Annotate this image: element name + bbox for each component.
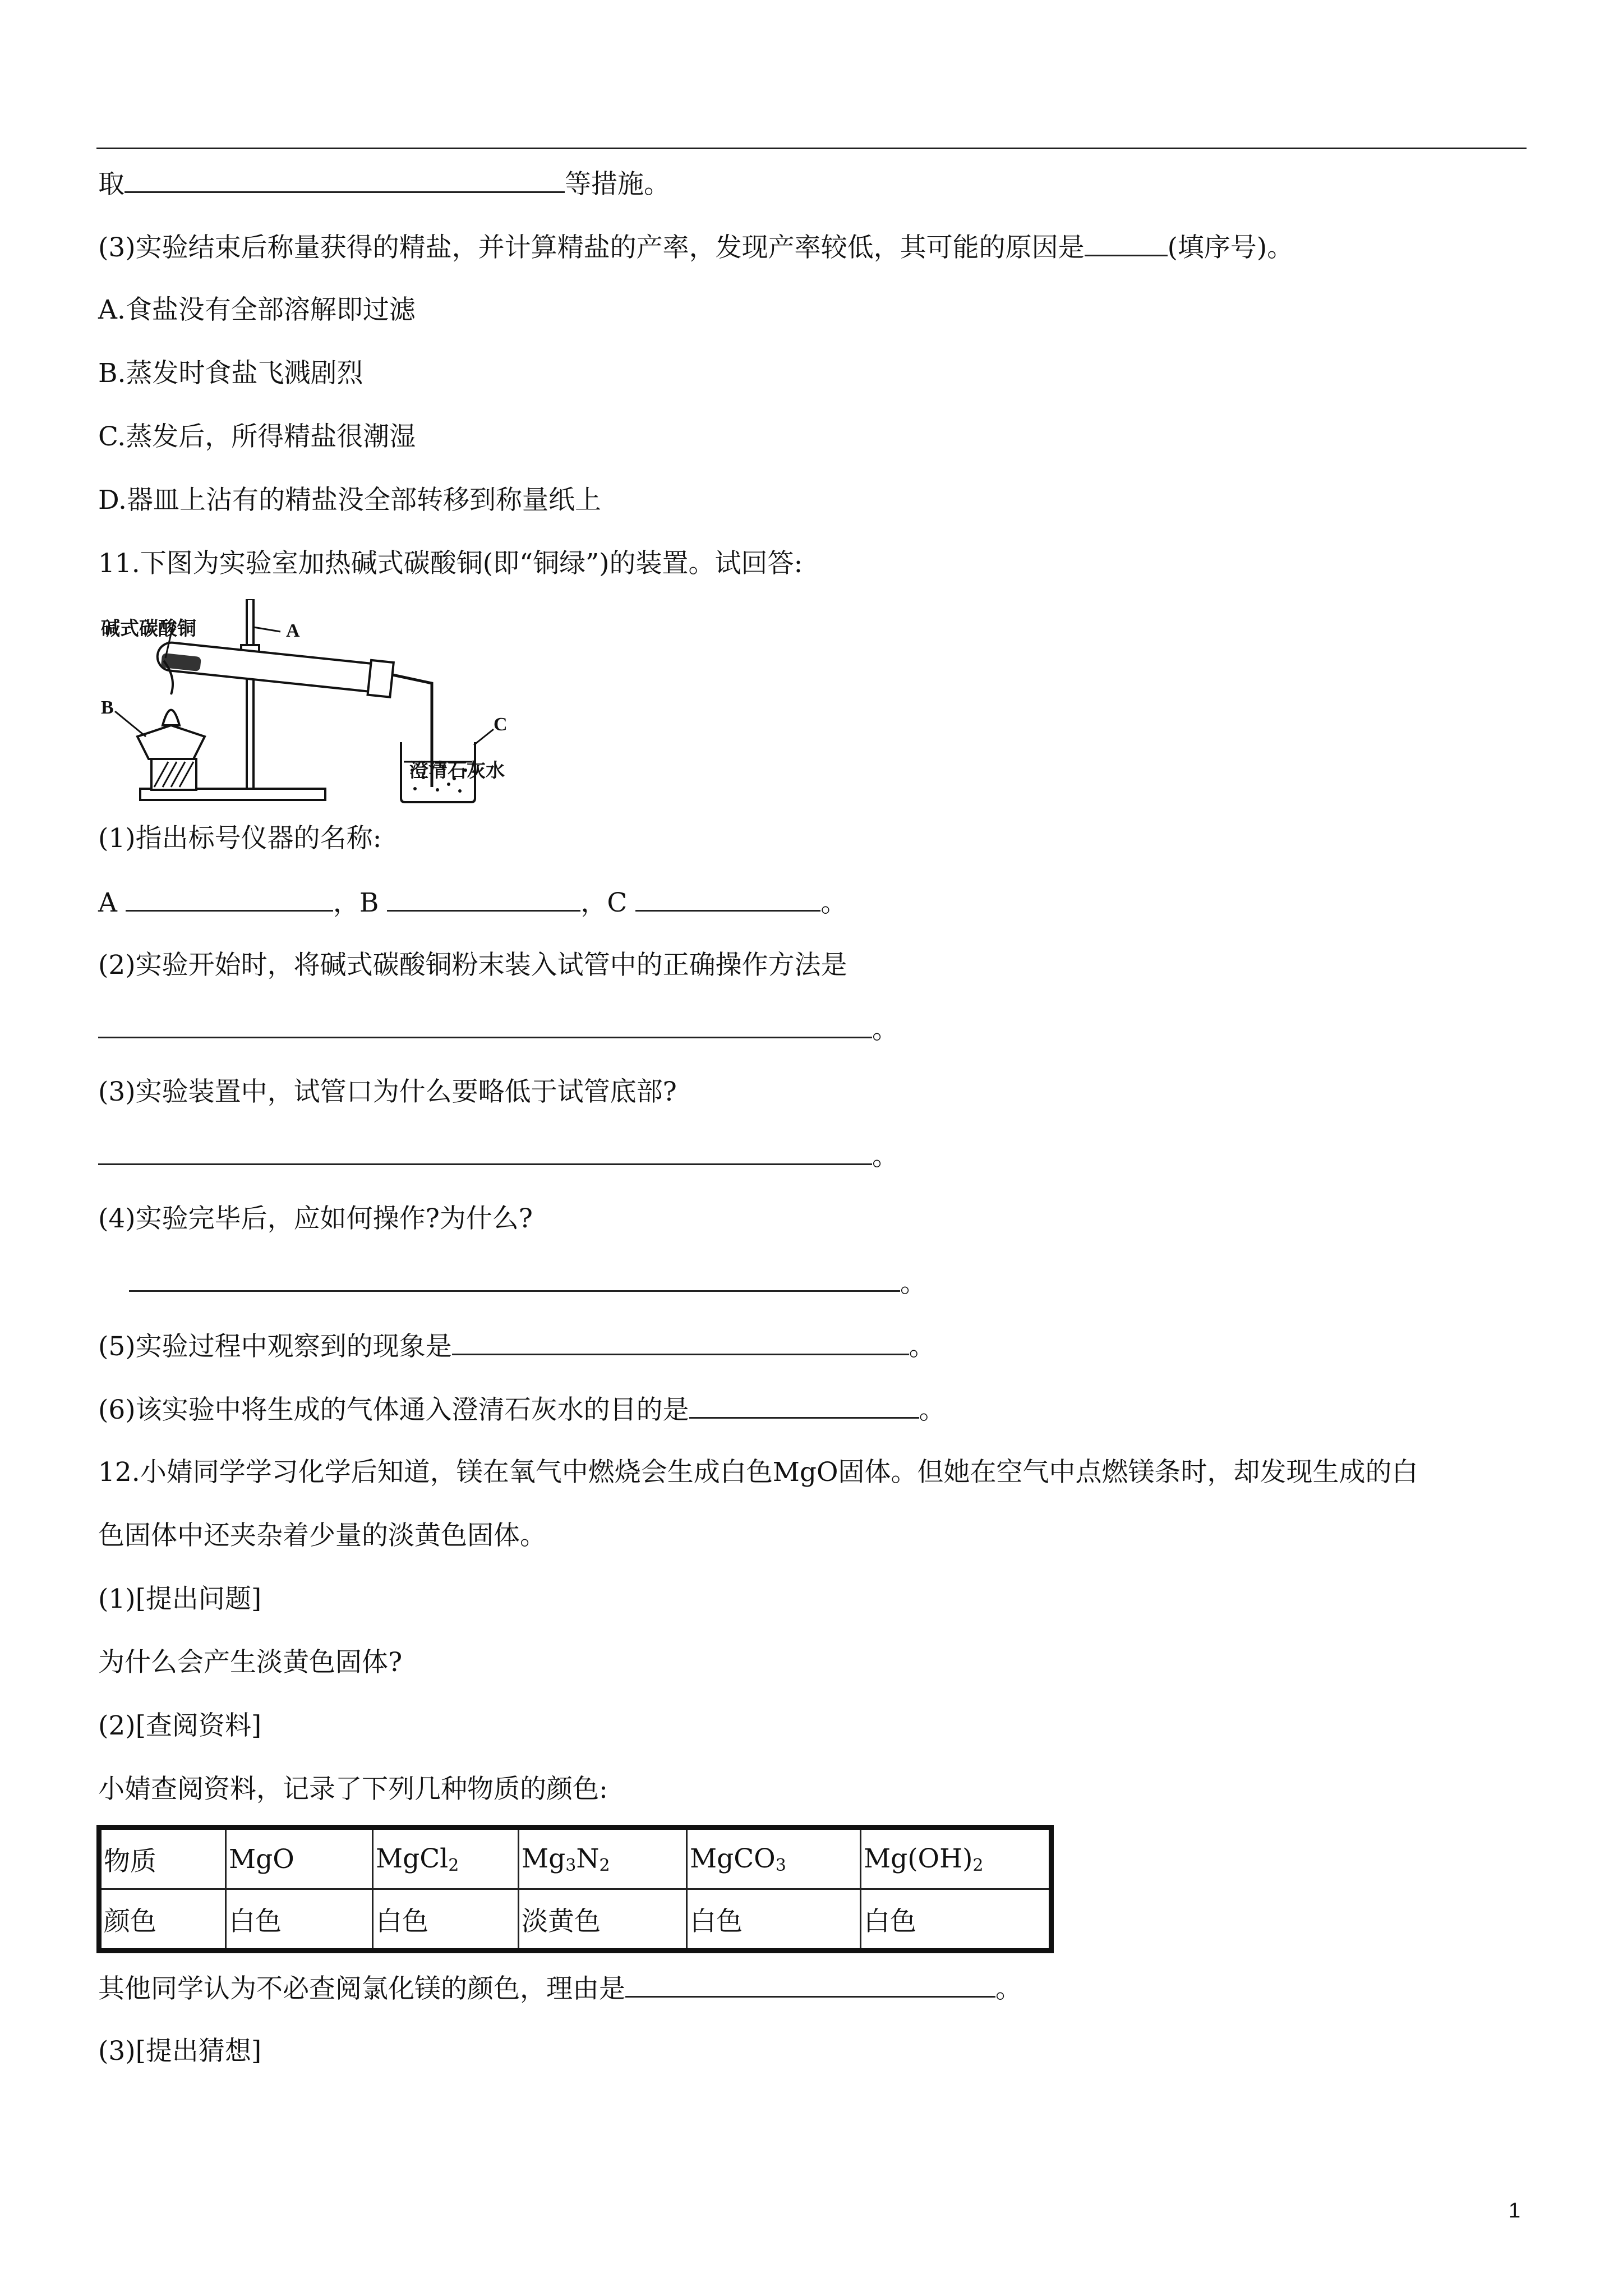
q12-sub3: (3)[提出猜想] — [98, 2036, 262, 2067]
stand-rod — [247, 599, 253, 789]
formula-subscript: 2 — [599, 1855, 610, 1875]
table-cell — [519, 1828, 687, 1889]
formula-subscript: 2 — [448, 1855, 459, 1875]
header-rule — [96, 148, 1527, 149]
option-c: C.蒸发后，所得精盐很潮湿 — [98, 421, 416, 452]
table-cell: 白色 — [687, 1889, 861, 1951]
answer-blank[interactable] — [452, 1329, 909, 1355]
q10-sub3-text: (3)实验结束后称量获得的精盐，并计算精盐的产率，发现产率较低，其可能的原因是 — [98, 232, 1085, 263]
label-limewater: 澄清石灰水 — [409, 760, 505, 782]
table-cell — [687, 1828, 861, 1889]
table-cell: 物质 — [99, 1828, 226, 1889]
answer-blank-a[interactable] — [126, 885, 333, 912]
table-cell — [861, 1828, 1052, 1889]
formula: Mg — [522, 1843, 566, 1874]
answer-blank[interactable] — [689, 1392, 919, 1419]
table-cell — [373, 1828, 519, 1889]
blank-label-c: ，C — [580, 887, 628, 918]
q11-sub5 — [98, 1329, 935, 1363]
period: 。 — [900, 1268, 926, 1299]
table-cell: 白色 — [861, 1889, 1052, 1951]
q12-stem-line2: 色固体中还夹杂着少量的淡黄色固体。 — [98, 1520, 546, 1551]
blank-label-a: A — [98, 887, 117, 918]
q12-sub2: (2)[查阅资料] — [98, 1710, 262, 1741]
lamp-block — [151, 759, 196, 790]
q11-sub1: (1)指出标号仪器的名称: — [98, 823, 382, 854]
blank-end: 。 — [820, 887, 847, 918]
q11-sub6-text: (6)该实验中将生成的气体通入澄清石灰水的目的是 — [98, 1395, 689, 1425]
period: 。 — [872, 1014, 898, 1045]
color-table — [96, 1825, 1054, 1953]
continuation-line — [98, 167, 670, 200]
blank-label-b: ，B — [333, 887, 379, 918]
label-basic-copper-carbonate: 碱式碳酸铜 — [101, 618, 196, 640]
answer-blank[interactable] — [98, 1012, 872, 1038]
option-b: B.蒸发时食盐飞溅剧烈 — [98, 358, 363, 389]
lamp-flame — [163, 710, 179, 726]
q11-sub4: (4)实验完毕后，应如何操作?为什么? — [98, 1203, 533, 1234]
answer-blank-c[interactable] — [635, 885, 820, 912]
q11-blanks — [98, 885, 847, 919]
option-a: A.食盐没有全部溶解即过滤 — [98, 295, 416, 325]
table-cell: 颜色 — [99, 1889, 226, 1951]
q12-reason — [98, 1971, 1022, 2005]
period: 。 — [909, 1331, 935, 1362]
q10-sub3-suffix: (填序号)。 — [1167, 232, 1294, 263]
q10-sub3 — [98, 230, 1293, 264]
apparatus-figure — [101, 599, 508, 812]
formula-subscript: 3 — [565, 1855, 577, 1875]
answer-blank[interactable] — [129, 1266, 900, 1292]
table-cell: 白色 — [226, 1889, 373, 1951]
label-a: A — [286, 620, 300, 641]
answer-blank[interactable] — [1085, 230, 1168, 256]
q11-sub2-answer — [98, 1012, 898, 1046]
continuation-prefix: 取 — [98, 169, 125, 200]
answer-blank[interactable] — [125, 167, 565, 193]
q12-reason-text: 其他同学认为不必查阅氯化镁的颜色，理由是 — [98, 1973, 625, 2004]
table-cell: 白色 — [373, 1889, 519, 1951]
stopper — [368, 660, 394, 697]
q11-sub4-answer — [129, 1266, 926, 1299]
q11-sub3: (3)实验装置中，试管口为什么要略低于试管底部? — [98, 1076, 677, 1107]
q12-sub1: (1)[提出问题] — [98, 1584, 262, 1614]
answer-blank[interactable] — [98, 1139, 872, 1165]
q11-sub5-text: (5)实验过程中观察到的现象是 — [98, 1331, 452, 1362]
answer-blank[interactable] — [625, 1971, 995, 1998]
formula-subscript: 3 — [775, 1855, 786, 1875]
formula: Mg(OH) — [864, 1843, 973, 1874]
q11-sub3-answer — [98, 1139, 898, 1172]
q11-sub2: (2)实验开始时，将碱式碳酸铜粉末装入试管中的正确操作方法是 — [98, 950, 847, 981]
period: 。 — [919, 1395, 946, 1425]
q12-stem-line1: 12.小婧同学学习化学后知道，镁在氧气中燃烧会生成白色MgO固体。但她在空气中点燃镁条时，却发现生成的白 — [98, 1457, 1418, 1488]
answer-blank-b[interactable] — [387, 885, 580, 912]
period: 。 — [872, 1141, 898, 1172]
table-row-color — [99, 1889, 1052, 1951]
table-row-substance — [99, 1828, 1052, 1889]
continuation-suffix: 等措施。 — [565, 169, 670, 200]
formula: MgCl — [376, 1843, 449, 1874]
q11-stem: 11.下图为实验室加热碱式碳酸铜(即“铜绿”)的装置。试回答: — [98, 548, 803, 579]
label-c: C — [494, 714, 508, 735]
formula-part: N — [576, 1843, 600, 1874]
formula: MgCO — [690, 1843, 776, 1874]
table-cell — [226, 1828, 373, 1889]
lamp-body — [137, 725, 205, 759]
q11-sub6 — [98, 1392, 946, 1426]
q12-intro: 小婧查阅资料，记录了下列几种物质的颜色: — [98, 1774, 608, 1805]
period: 。 — [995, 1973, 1022, 2004]
page-number: 1 — [1509, 2199, 1521, 2223]
formula-subscript: 2 — [972, 1855, 984, 1875]
q12-question: 为什么会产生淡黄色固体? — [98, 1647, 403, 1678]
formula: MgO — [229, 1843, 294, 1875]
option-d: D.器皿上沾有的精盐没全部转移到称量纸上 — [98, 485, 601, 516]
table-cell: 淡黄色 — [519, 1889, 687, 1951]
label-b: B — [101, 697, 114, 718]
